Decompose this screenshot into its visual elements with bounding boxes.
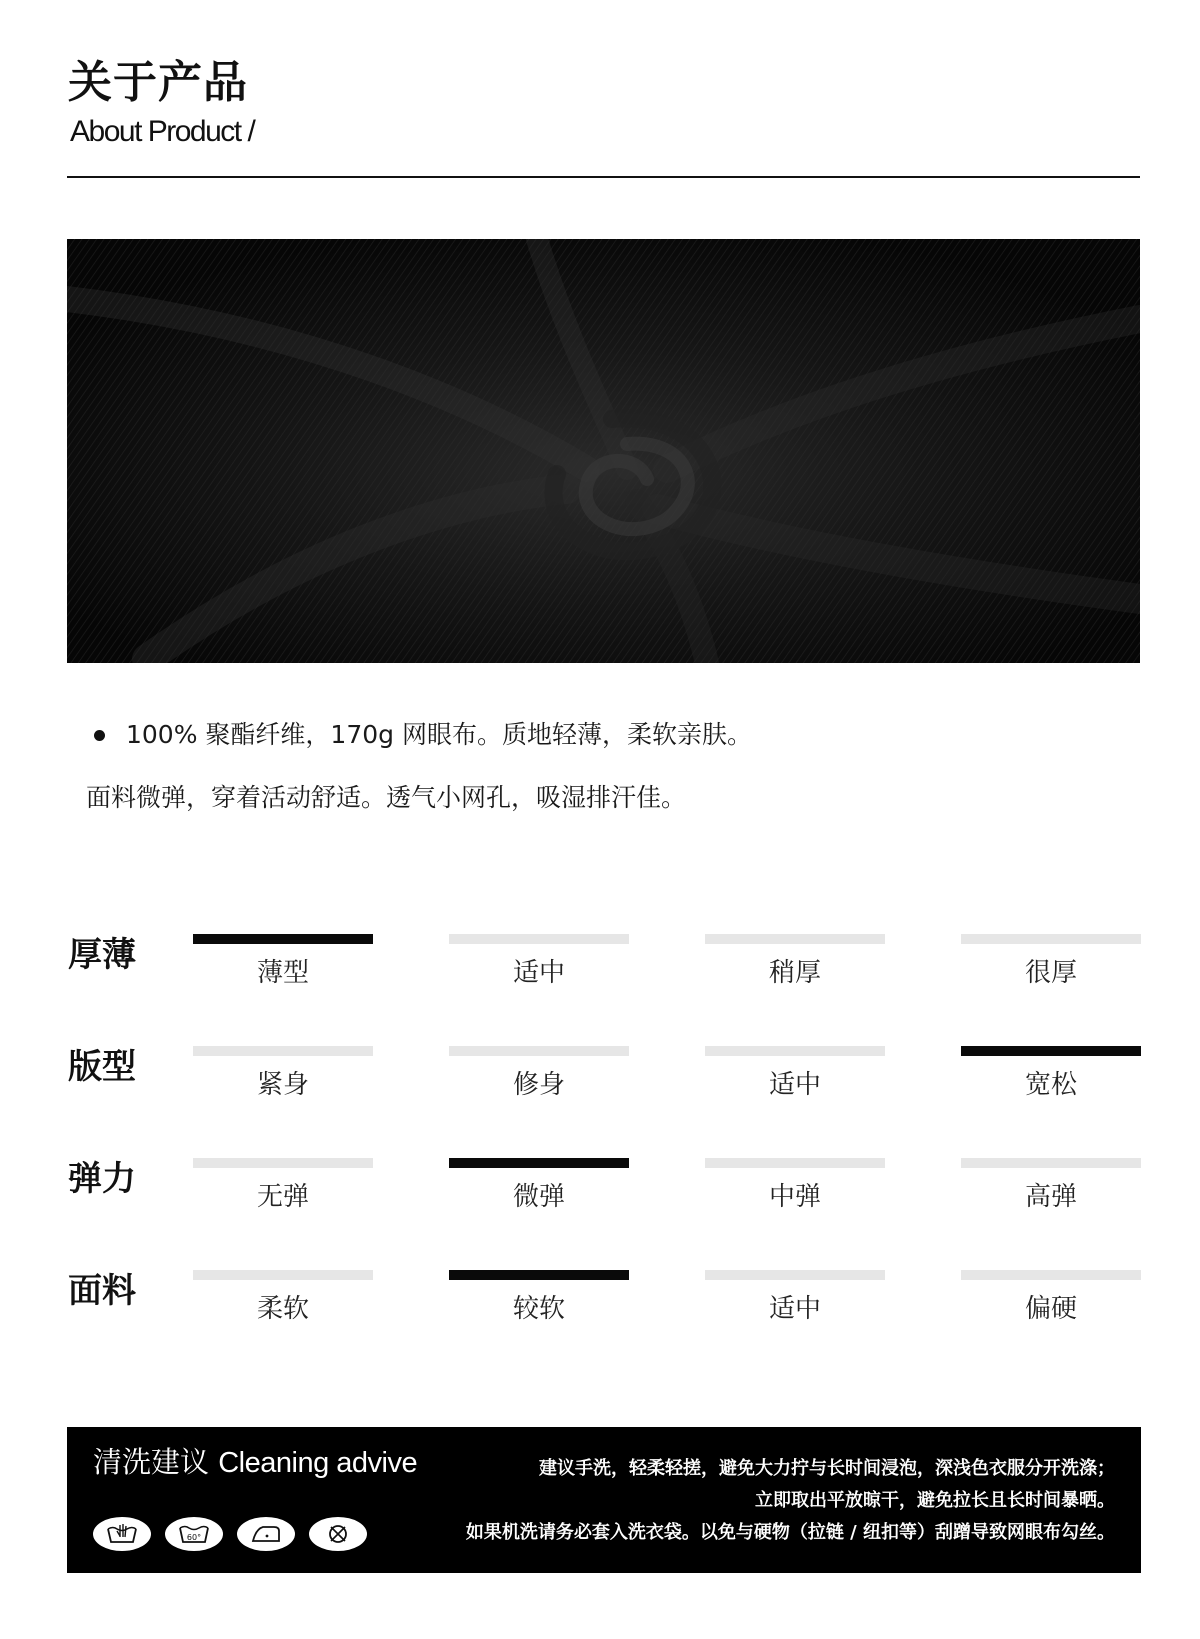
option-elasticity-0 [193,1158,373,1248]
option-material-3 [961,1270,1141,1360]
option-label: 较软 [512,1294,565,1324]
cleaning-advice-title [93,1443,417,1482]
option-fit-2 [705,1046,885,1136]
option-bar [193,934,373,944]
option-material-2 [705,1270,885,1360]
option-bar [193,1046,373,1056]
cleaning-title-cn: 清洗建议 [93,1445,210,1479]
care-instruction-1: 建议手洗，轻柔轻搓，避免大力拧与长时间浸泡，深浅色衣服分开洗涤； [539,1458,1115,1479]
no-tumble-dry-icon [309,1517,367,1551]
option-label: 稍厚 [768,958,821,988]
option-bar [705,1270,885,1280]
option-bar [449,1046,629,1056]
attribute-row-material [0,1270,1200,1360]
option-elasticity-2 [705,1158,885,1248]
option-elasticity-3 [961,1158,1141,1248]
option-bar [961,934,1141,944]
option-thickness-3 [961,934,1141,1024]
option-material-1 [449,1270,629,1360]
attribute-row-thickness [0,934,1200,1024]
option-thickness-2 [705,934,885,1024]
option-bar [449,1270,629,1280]
option-fit-1 [449,1046,629,1136]
care-instruction-3: 如果机洗请务必套入洗衣袋。以免与硬物（拉链 / 纽扣等）刮蹭导致网眼布勾丝。 [465,1522,1115,1543]
cleaning-advice-panel [67,1427,1141,1573]
option-label: 适中 [512,958,565,988]
option-bar [705,1046,885,1056]
attribute-label: 版型 [68,1047,136,1087]
option-label: 柔软 [256,1294,309,1324]
description-line-1: 100% 聚酯纤维，170g 网眼布。质地轻薄，柔软亲肤。 [126,720,752,749]
option-label: 微弹 [512,1182,565,1212]
page-title-cn: 关于产品 [68,57,248,108]
option-label: 偏硬 [1024,1294,1077,1324]
option-label: 宽松 [1024,1070,1077,1100]
option-thickness-1 [449,934,629,1024]
option-label: 中弹 [768,1182,821,1212]
option-material-0 [193,1270,373,1360]
attribute-row-elasticity [0,1158,1200,1248]
option-bar [449,1158,629,1168]
option-label: 紧身 [256,1070,309,1100]
option-thickness-0 [193,934,373,1024]
option-label: 适中 [768,1294,821,1324]
option-bar [449,934,629,944]
option-bar [193,1270,373,1280]
option-bar [961,1046,1141,1056]
hand-wash-icon [93,1517,151,1551]
option-label: 高弹 [1024,1182,1077,1212]
option-bar [961,1270,1141,1280]
attribute-row-fit [0,1046,1200,1136]
option-fit-0 [193,1046,373,1136]
attribute-label: 厚薄 [68,935,136,975]
option-bar [193,1158,373,1168]
care-instruction-2: 立即取出平放晾干，避免拉长且长时间暴晒。 [755,1490,1115,1511]
option-label: 很厚 [1024,958,1077,988]
fabric-swirl-image [67,239,1140,663]
wash-temp-label: 60° [186,1533,202,1542]
option-bar [705,934,885,944]
header-divider [67,176,1140,178]
description-line-2: 面料微弹，穿着活动舒适。透气小网孔，吸湿排汗佳。 [86,783,687,812]
option-elasticity-1 [449,1158,629,1248]
option-label: 无弹 [256,1182,309,1212]
option-fit-3 [961,1046,1141,1136]
option-label: 薄型 [256,958,309,988]
option-label: 适中 [768,1070,821,1100]
wash-60-icon [165,1517,223,1551]
iron-low-icon [237,1517,295,1551]
option-bar [961,1158,1141,1168]
attribute-label: 面料 [68,1271,136,1311]
option-label: 修身 [512,1070,565,1100]
bullet-dot [94,730,105,741]
option-bar [705,1158,885,1168]
page-title-en: About Product / [70,115,255,148]
cleaning-title-en: Cleaning advive [218,1447,418,1479]
attribute-label: 弹力 [68,1159,136,1199]
